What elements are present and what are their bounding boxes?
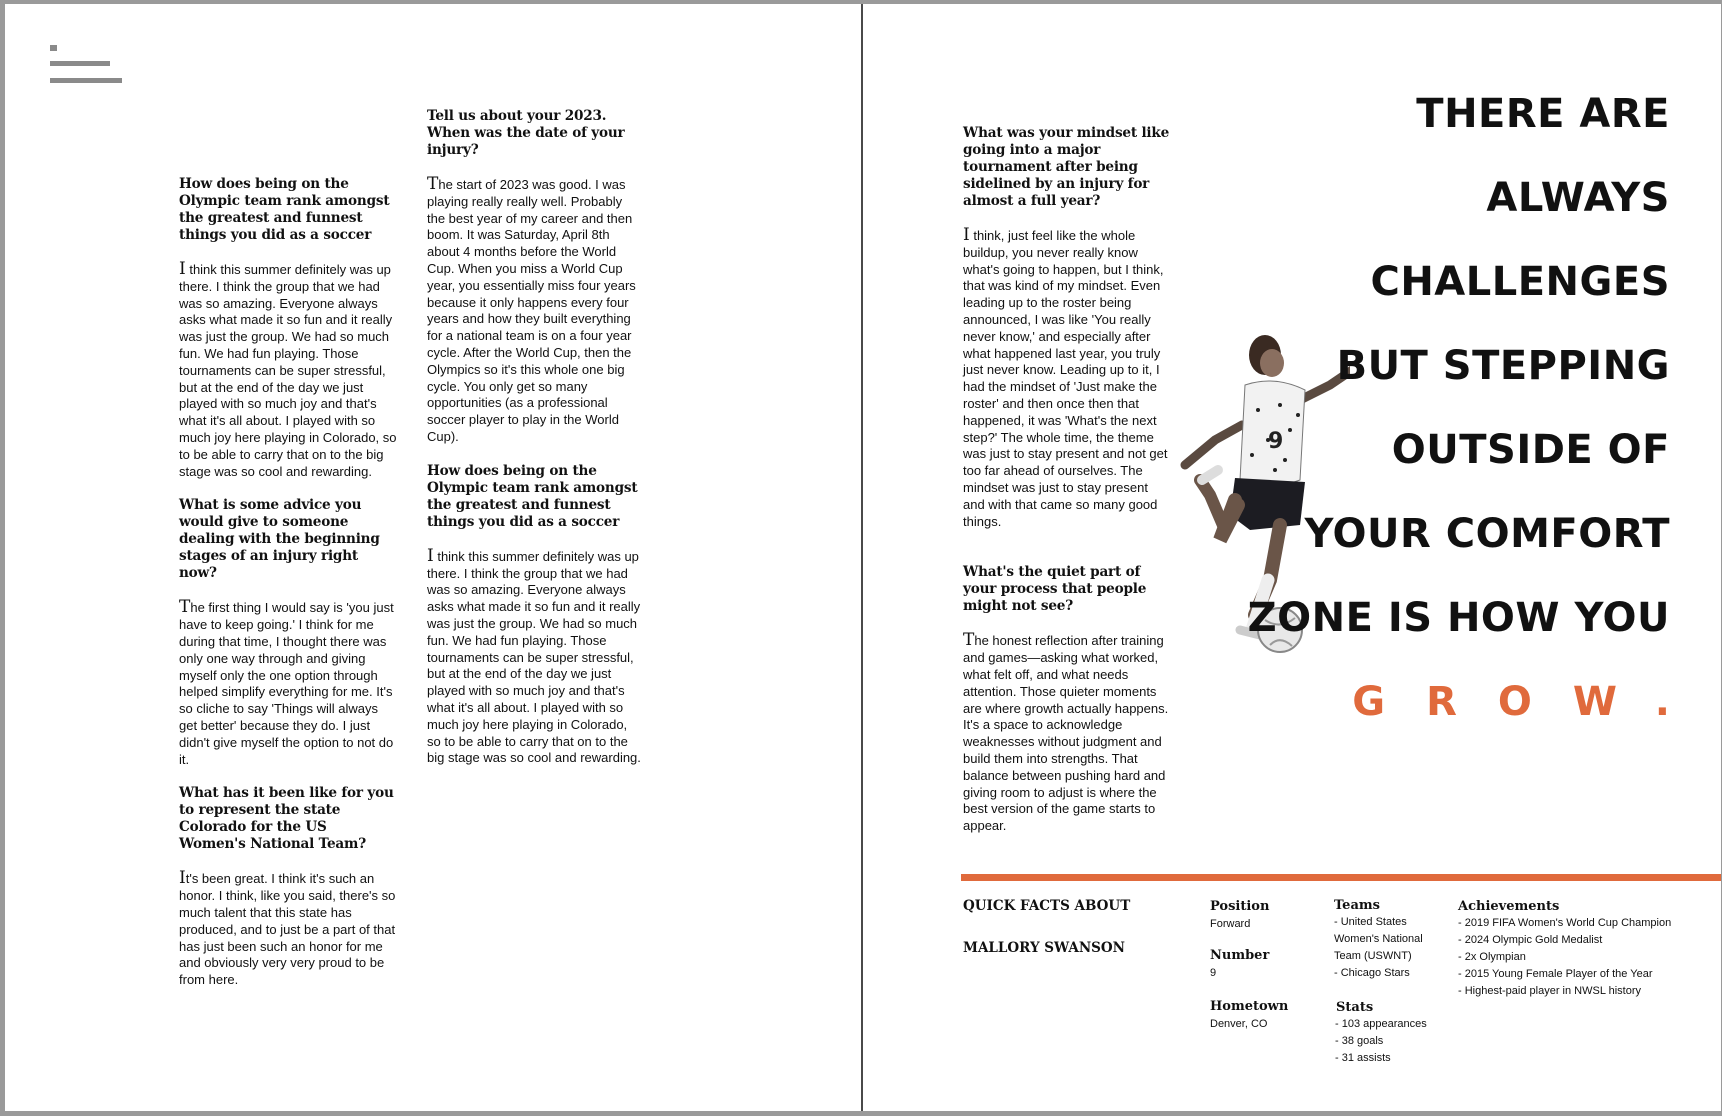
teams-item: Team (USWNT) [1334, 950, 1412, 962]
answer-text: The honest reflection after training and games—asking what worked, what felt off, and what needs attention. Those quieter moments are where growth actually happens. It's a space to acknowledge weaknesses without judgment and build them into strengths. That balance between pushing hard and giving room to adjust is where the best version of the game starts to appear. [963, 630, 1169, 834]
achievement-item: - 2x Olympian [1458, 951, 1526, 963]
headline-line: ALWAYS [1486, 175, 1670, 221]
drop-cap: T [963, 630, 975, 651]
jersey-number: 9 [1268, 429, 1284, 454]
headline-line: OUTSIDE OF [1391, 427, 1670, 473]
question-heading: What's the quiet part of your process that people might not see? [963, 564, 1147, 615]
question-heading: What was your mindset like going into a major tournament after being sidelined by an injury for almost a full year? [963, 125, 1170, 209]
question-heading: What has it been like for you to represent the state Colorado for the US Women's National Team? [179, 785, 394, 853]
achievement-item: - 2015 Young Female Player of the Year [1458, 968, 1653, 980]
answer-text: I think this summer definitely was up there. I think the group that we had was so amazing. Everyone always asks what made it so fun and it really was just the group. We had so much fun. We had fun playing. Those tournaments can be super stressful, but at the end of the day we just played with so much joy and that's what it's all about. I played with so much joy here playing in Colorado, so to be able to carry that on to the big stage was so cool and rewarding. [179, 259, 397, 479]
achievement-item: - Highest-paid player in NWSL history [1458, 985, 1641, 997]
menu-bar [50, 61, 110, 66]
question-heading: How does being on the Olympic team rank amongst the greatest and funnest things you did as a soccer [427, 462, 638, 530]
drop-cap: I [963, 225, 970, 245]
achievement-item: - 2024 Olympic Gold Medalist [1458, 934, 1603, 946]
number-value: 9 [1210, 967, 1217, 979]
quick-facts-name: MALLORY SWANSON [963, 940, 1126, 956]
drop-cap: T [427, 174, 439, 194]
achievements-list [1458, 915, 1671, 1000]
left-column-1 [179, 176, 397, 1006]
left-column-2 [427, 108, 641, 784]
teams-list [1334, 914, 1423, 982]
stats-list [1335, 1016, 1427, 1067]
position-value: Forward [1210, 918, 1251, 930]
headline-line: CHALLENGES [1370, 259, 1670, 305]
question-heading: Tell us about your 2023. When was the date of your injury? [427, 108, 625, 158]
quick-facts-title: QUICK FACTS ABOUT [963, 898, 1131, 914]
stats-label: Stats [1336, 1000, 1374, 1015]
stats-item: - 38 goals [1335, 1035, 1384, 1047]
hometown-label: Hometown [1210, 999, 1289, 1014]
drop-cap: I [179, 868, 186, 889]
question-heading: How does being on the Olympic team rank amongst the greatest and funnest things you did as a soccer [179, 176, 390, 243]
headline-line: THERE ARE [1416, 91, 1670, 137]
teams-label: Teams [1334, 898, 1380, 913]
headline-line: YOUR COMFORT [1304, 511, 1670, 557]
right-column [963, 125, 1171, 852]
stats-item: - 103 appearances [1335, 1018, 1427, 1030]
answer-text: The first thing I would say is 'you just have to keep going.' I think for me during that time, I thought there was only one way through and giving myself only the one option through helped simplify everything for me. It's so cliche to say 'Things will always get better' because they do. I just didn't give myself the option to not do it. [179, 597, 394, 767]
headline-line: BUT STEPPING [1336, 343, 1670, 389]
answer-text: It's been great. I think it's such an honor. I think, like you said, there's so much talent that this state has produced, and to just be a part of that has just been such an honor for me and obviously very very proud to be from here. [179, 868, 396, 988]
answer-text: I think, just feel like the whole buildup, you never really know what's going to happen, but I think, that was kind of my mindset. Even leading up to the roster being announced, I was like 'You really never know,' and especially after what happened last year, you truly just never know. Leading up to it, I had the mindset of 'Just make the roster' and then once then that happened, it was 'What's the next step?' The whole time, the theme was just to stay present and not get too far ahead of ourselves. The mindset was just to stay present and with that came so many good things. [963, 225, 1168, 529]
hometown-value: Denver, CO [1210, 1018, 1268, 1030]
drop-cap: I [179, 259, 186, 279]
stats-item: - 31 assists [1335, 1052, 1391, 1064]
menu-bar [50, 78, 122, 83]
drop-cap: I [427, 545, 434, 566]
headline-line: ZONE IS HOW YOU [1247, 595, 1670, 641]
question-heading: What is some advice you would give to someone dealing with the beginning stages of an injury right now? [179, 497, 380, 582]
page-spine [861, 4, 863, 1111]
answer-text: The start of 2023 was good. I was playing really really well. Probably the best year of my career and then boom. It was Saturday, April 8th about 4 months before the World Cup. When you miss a World Cup year, you essentially miss four years because it only happens every four years and how they built everything for a national team is on a four year cycle. After the World Cup, then the Olympics so it's this whole one big cycle. You only get so many opportunities (as a professional soccer player to play in the World Cup). [427, 174, 636, 444]
number-label: Number [1210, 948, 1270, 963]
pull-quote-headline [1150, 72, 1711, 744]
section-divider [961, 874, 1721, 881]
teams-item: Women's National [1334, 933, 1423, 945]
position-label: Position [1210, 899, 1270, 914]
achievements-label: Achievements [1458, 899, 1560, 914]
achievement-item: - 2019 FIFA Women's World Cup Champion [1458, 917, 1672, 929]
headline-accent-word: GROW. [1352, 679, 1711, 725]
teams-item: - Chicago Stars [1334, 967, 1410, 979]
teams-item: - United States [1334, 916, 1407, 928]
answer-text: I think this summer definitely was up there. I think the group that we had was so amazing. Everyone always asks what made it so fun and it really was just the group. We had so much fun. We had fun playing. Those tournaments can be super stressful, but at the end of the day we just played with so much joy and that's what it's all about. I played with so much joy here playing in Colorado, so to be able to carry that on to the big stage was so cool and rewarding. [427, 545, 641, 766]
menu-icon[interactable] [50, 45, 126, 93]
menu-bar [50, 45, 57, 51]
drop-cap: T [179, 597, 191, 618]
